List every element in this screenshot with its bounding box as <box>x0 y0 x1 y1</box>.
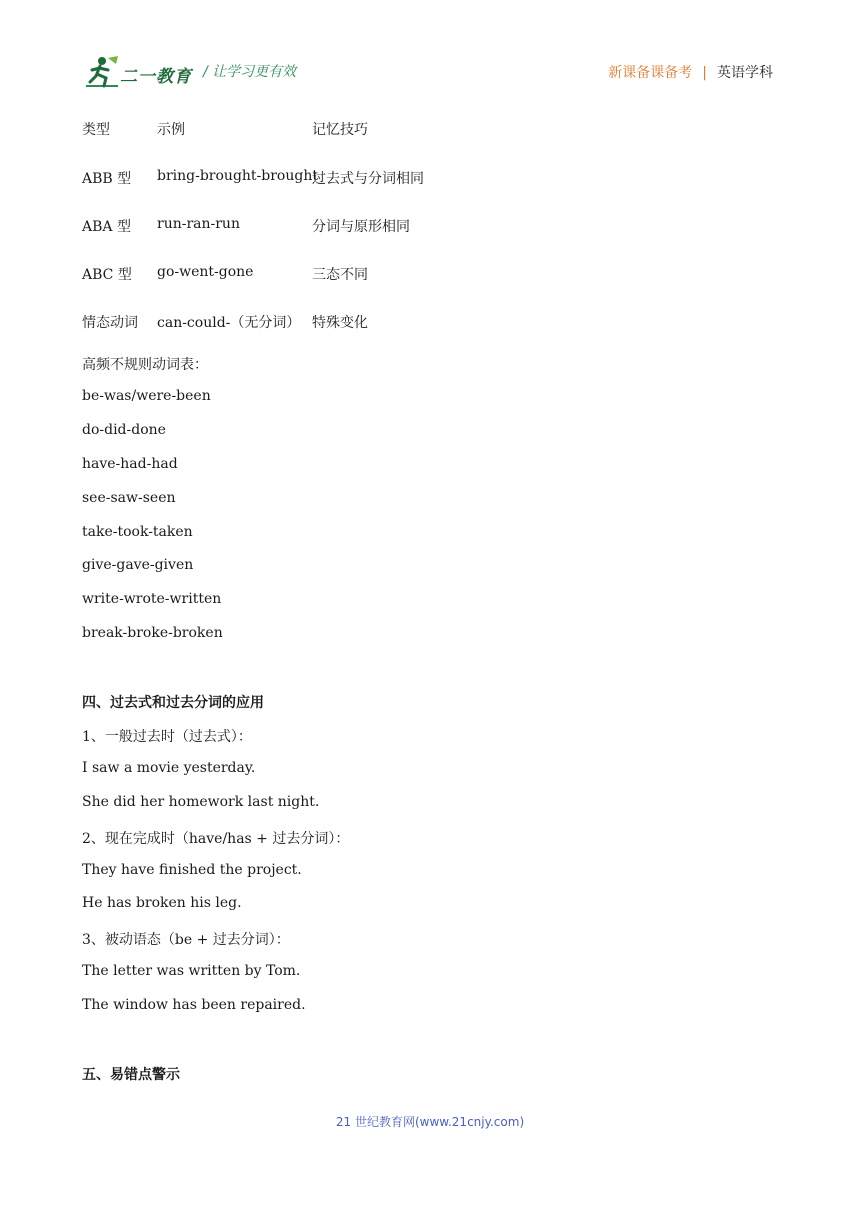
table-cell: go-went-gone <box>157 264 254 280</box>
header-slogan: / 让学习更有效 <box>203 64 297 80</box>
table-cell: 特殊变化 <box>312 315 368 331</box>
list-item: give-gave-given <box>82 557 194 573</box>
section-line: I saw a movie yesterday. <box>82 760 256 776</box>
list-item: do-did-done <box>82 422 166 438</box>
list-item: write-wrote-written <box>82 591 222 607</box>
section-line: 1、一般过去时（过去式）： <box>82 729 252 745</box>
list-item: be-was/were-been <box>82 388 211 404</box>
section-line: He has broken his leg. <box>82 895 242 911</box>
table-cell: ABC 型 <box>82 267 132 283</box>
table-cell: 过去式与分词相同 <box>312 171 424 187</box>
list-item: have-had-had <box>82 456 178 472</box>
section-heading: 五、易错点警示 <box>82 1067 180 1083</box>
page-footer: 21 世纪教育网(www.21cnjy.com) <box>335 1115 525 1129</box>
logo <box>82 52 192 92</box>
verb-list-title: 高频不规则动词表： <box>82 357 208 373</box>
table-cell: ABA 型 <box>82 219 131 235</box>
table-cell: bring-brought-brought <box>157 168 318 184</box>
section-line: The letter was written by Tom. <box>82 963 301 979</box>
list-item: take-took-taken <box>82 524 193 540</box>
list-item: see-saw-seen <box>82 490 176 506</box>
section-line: They have finished the project. <box>82 862 302 878</box>
table-cell: run-ran-run <box>157 216 240 232</box>
table-cell: 三态不同 <box>312 267 368 283</box>
list-item: break-broke-broken <box>82 625 223 641</box>
table-cell: 分词与原形相同 <box>312 219 410 235</box>
header-subject-label: 英语学科 <box>717 65 773 81</box>
logo-text: 二一教育 <box>120 67 192 87</box>
table-cell: 情态动词 <box>82 315 138 331</box>
section-line: She did her homework last night. <box>82 794 320 810</box>
section-line: 2、现在完成时（have/has + 过去分词）： <box>82 831 350 847</box>
runner-logo-icon <box>82 54 122 90</box>
header-subject <box>608 62 773 82</box>
section-line: 3、被动语态（be + 过去分词）： <box>82 932 290 948</box>
table-cell: can-could-（无分词） <box>157 315 301 331</box>
table-cell: ABB 型 <box>82 171 132 187</box>
table-header-cell: 记忆技巧 <box>312 122 368 138</box>
page-header <box>0 0 860 100</box>
header-course-label: 新课备课备考 <box>608 65 693 81</box>
section-heading: 四、过去式和过去分词的应用 <box>82 695 264 711</box>
section-line: The window has been repaired. <box>82 997 306 1013</box>
table-header-cell: 类型 <box>82 122 110 138</box>
header-separator: | <box>702 65 707 81</box>
table-header-cell: 示例 <box>157 122 185 138</box>
